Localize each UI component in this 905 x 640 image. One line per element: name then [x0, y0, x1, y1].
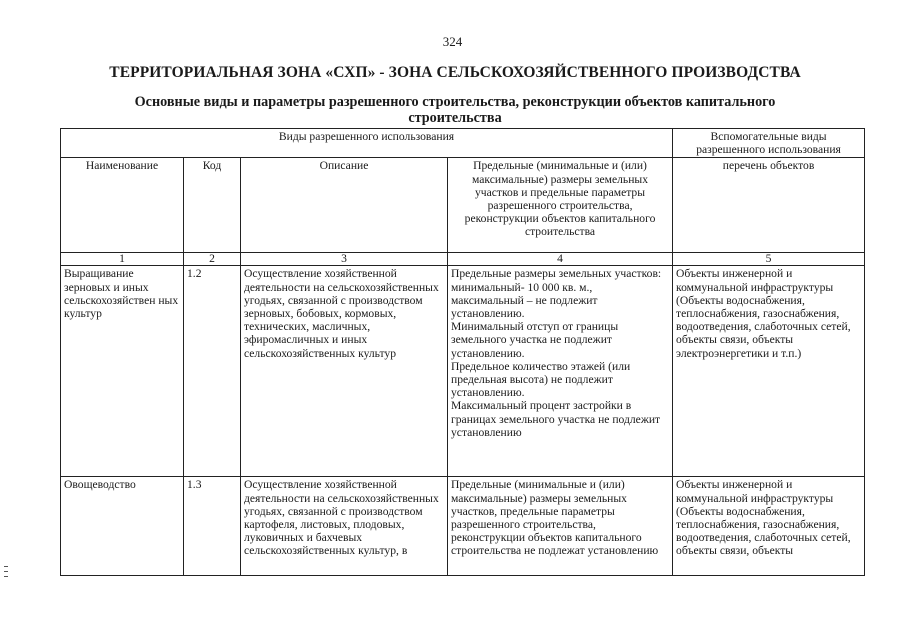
table-group-header-row	[61, 129, 865, 158]
column-header-name: Наименование	[61, 158, 184, 253]
param-line: минимальный- 10 000 кв. м.,	[451, 280, 593, 294]
page-number: 324	[442, 34, 463, 49]
param-line: Минимальный отступ от границы земельного участка не подлежит установлению.	[451, 320, 619, 360]
column-number: 2	[184, 253, 241, 266]
table-row	[61, 266, 865, 477]
use-objects: Объекты инженерной и коммунальной инфраструктуры (Объекты водоснабжения, теплоснабжения, газоснабжения, водоотведения, слаботочных сетей, объекты связи, объекты	[673, 477, 865, 576]
zone-title: ТЕРРИТОРИАЛЬНАЯ ЗОНА «СХП» - ЗОНА СЕЛЬСКОХОЗЯЙСТВЕННОГО ПРОИЗВОДСТВА	[109, 64, 801, 81]
use-description: Осуществление хозяйственной деятельности на сельскохозяйственных угодьях, связанной с производством картофеля, листовых, плодовых, луковичных и бахчевых сельскохозяйственных культур, в	[241, 477, 448, 576]
column-number: 5	[673, 253, 865, 266]
use-objects: Объекты инженерной и коммунальной инфраструктуры (Объекты водоснабжения, теплоснабжения, газоснабжения, водоотведения, слаботочных сетей, объекты связи, объекты электроэнергетики и т.п.)	[673, 266, 865, 477]
use-name: Овощеводство	[61, 477, 184, 576]
column-number: 1	[61, 253, 184, 266]
use-code: 1.2	[184, 266, 241, 477]
column-header-params: Предельные (минимальные и (или) максимальные) размеры земельных участков и предельные параметры разрешенного строительства, реконструкции объектов капитального строительства	[448, 158, 673, 253]
column-header-description: Описание	[241, 158, 448, 253]
use-description: Осуществление хозяйственной деятельности на сельскохозяйственных угодьях, связанной с производством зерновых, бобовых, кормовых, технических, масличных, эфиромасличных и иных сельскохозяйственных культур	[241, 266, 448, 477]
table-row	[61, 477, 865, 576]
column-number: 3	[241, 253, 448, 266]
param-line: Предельное количество этажей (или предельная высота) не подлежит установлению.	[451, 359, 631, 400]
param-line: максимальный – не подлежит установлению.	[451, 293, 598, 321]
permitted-use-table	[60, 128, 865, 576]
section-title: Основные виды и параметры разрешенного строительства, реконструкции объектов капитального строительства	[134, 94, 776, 126]
group-header-main: Виды разрешенного использования	[61, 129, 673, 158]
param-line: Предельные (минимальные и (или) максимальные) размеры земельных участков, предельные параметры разрешенного строительства, реконструкции объектов капитального строительства не подлежат установлению	[451, 478, 659, 558]
param-line: Максимальный процент застройки в границах земельного участка не подлежит установлению	[451, 399, 661, 439]
column-header-objects: перечень объектов	[673, 158, 865, 253]
margin-ticks	[4, 566, 8, 581]
group-header-auxiliary: Вспомогательные виды разрешенного использования	[673, 129, 865, 158]
use-params	[448, 266, 673, 477]
table-column-header-row	[61, 158, 865, 253]
table-column-number-row	[61, 253, 865, 266]
column-header-code: Код	[184, 158, 241, 253]
column-number: 4	[448, 253, 673, 266]
use-params	[448, 477, 673, 576]
margin-tick	[4, 576, 8, 577]
use-name: Выращивание зерновых и иных сельскохозяйствен ных культур	[61, 266, 184, 477]
margin-tick	[4, 571, 8, 572]
margin-tick	[4, 566, 8, 567]
use-code: 1.3	[184, 477, 241, 576]
param-line: Предельные размеры земельных участков:	[451, 267, 662, 281]
